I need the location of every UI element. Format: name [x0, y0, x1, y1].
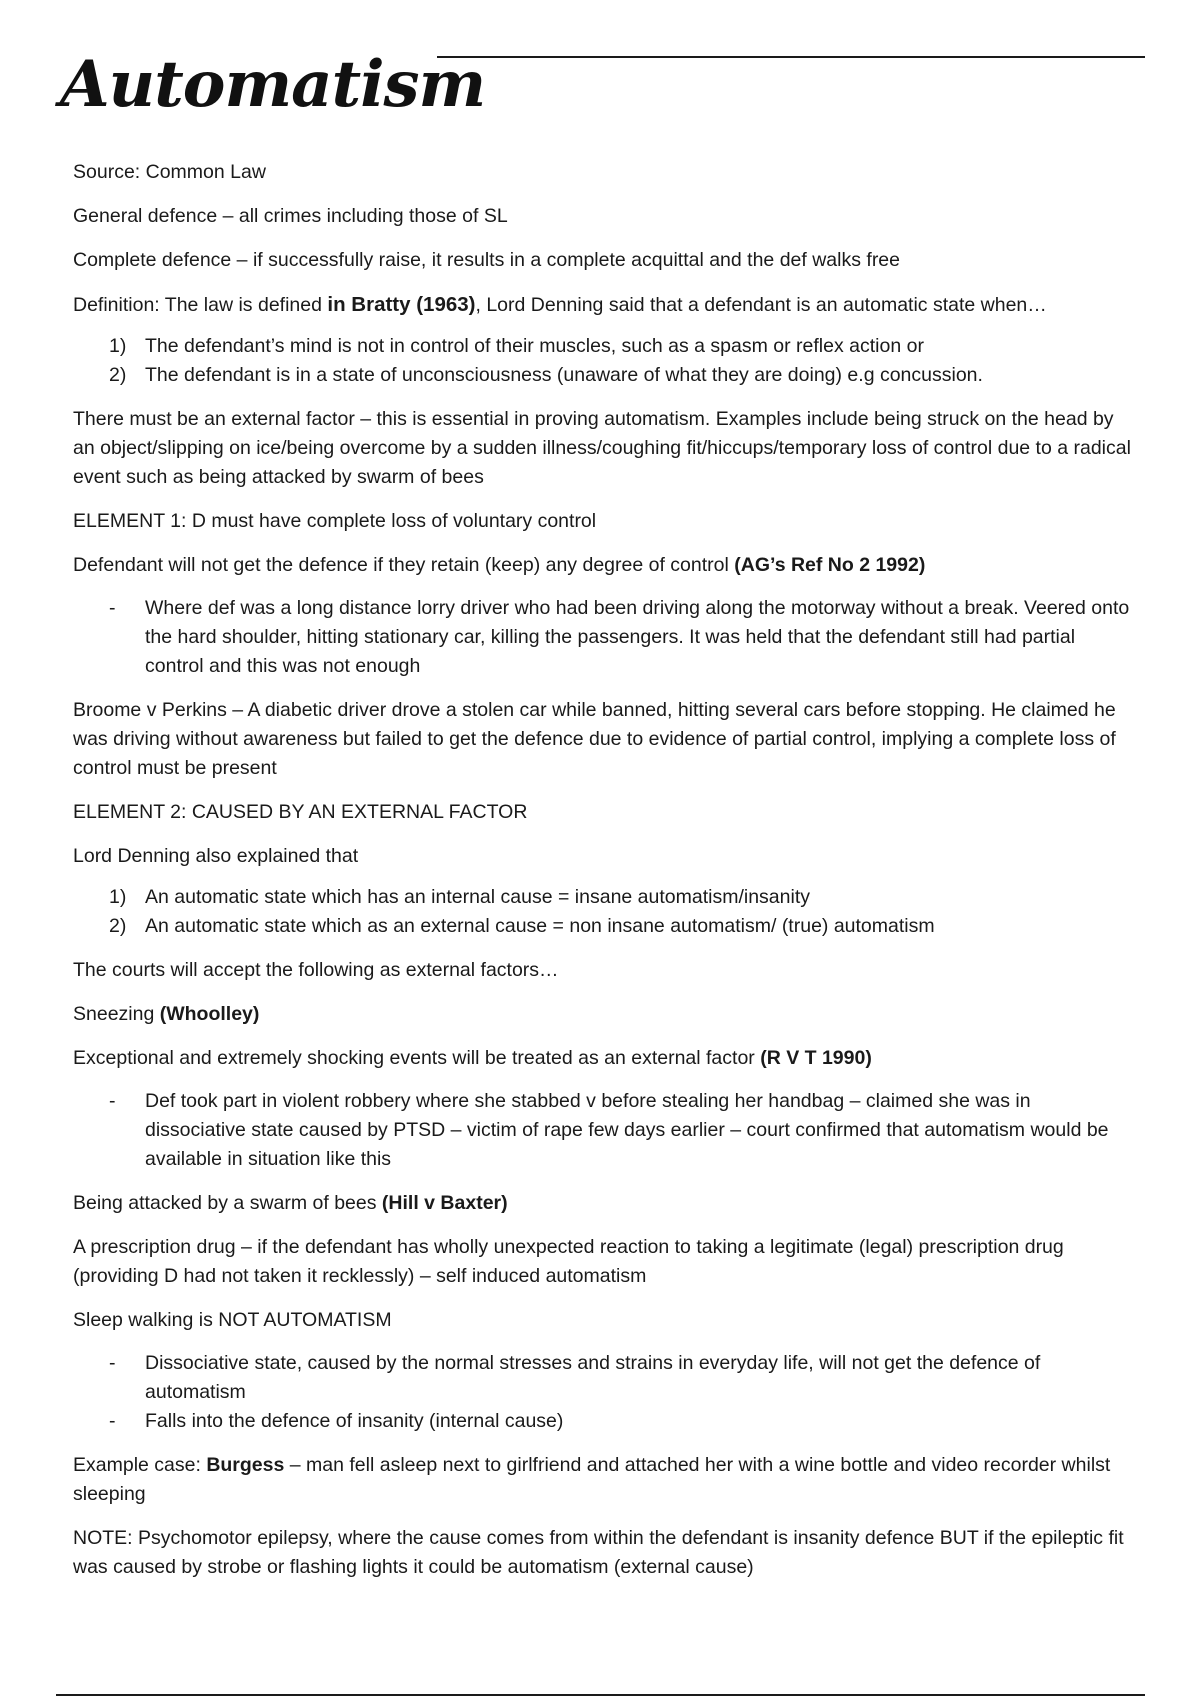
- case-burgess: Burgess: [206, 1454, 285, 1476]
- list-item-text: Dissociative state, caused by the normal stresses and strains in everyday life, will not get the defence of automatism: [145, 1352, 1041, 1403]
- list-item: [73, 883, 1133, 912]
- list-item: [73, 361, 1133, 390]
- list-item: [73, 1407, 1133, 1436]
- bees-text: Being attacked by a swarm of bees: [73, 1192, 382, 1214]
- exceptional-bullets: [73, 1087, 1133, 1174]
- list-item: [73, 332, 1133, 361]
- list-item-text: An automatic state which has an internal cause = insane automatism/insanity: [145, 886, 810, 908]
- list-item: [73, 594, 1133, 681]
- list-marker: 1): [109, 335, 127, 357]
- sneezing-line: [73, 1000, 1133, 1029]
- case-r-v-t: (R V T 1990): [760, 1047, 872, 1069]
- definition-prefix: Definition: The law is defined: [73, 294, 328, 316]
- list-item-text: Where def was a long distance lorry driver who had been driving along the motorway without a break. Veered onto the hard shoulder, hitting stationary car, killing the passengers. It was held that the defendant still had partial control and this was not enough: [145, 597, 1130, 677]
- general-defence-line: General defence – all crimes including those of SL: [73, 205, 508, 227]
- title-rule: [437, 56, 1145, 58]
- denning-list: [73, 883, 1133, 941]
- page-title: Automatism: [60, 47, 486, 122]
- sneezing-text: Sneezing: [73, 1003, 160, 1025]
- denning-paragraph: Lord Denning also explained that: [73, 845, 359, 867]
- case-bratty: in Bratty (1963): [327, 293, 476, 316]
- source-line: Source: Common Law: [73, 161, 266, 183]
- list-marker: 1): [109, 886, 127, 908]
- list-item: [73, 1349, 1133, 1407]
- definition-line: [73, 290, 1133, 320]
- element1-paragraph: [73, 551, 1133, 580]
- list-item-text: The defendant is in a state of unconsciousness (unaware of what they are doing) e.g concussion.: [145, 364, 983, 386]
- case-hill-v-baxter: (Hill v Baxter): [381, 1192, 508, 1214]
- case-ags-ref: (AG’s Ref No 2 1992): [734, 554, 926, 576]
- list-item-text: The defendant’s mind is not in control of their muscles, such as a spasm or reflex action or: [145, 335, 924, 357]
- exceptional-text: Exceptional and extremely shocking events will be treated as an external factor: [73, 1047, 761, 1069]
- list-item: [73, 1087, 1133, 1174]
- case-whoolley: (Whoolley): [159, 1003, 260, 1025]
- prescription-paragraph: A prescription drug – if the defendant has wholly unexpected reaction to taking a legitimate (legal) prescription drug (providing D had not taken it recklessly) – self induced automatism: [73, 1236, 1064, 1287]
- courts-paragraph: The courts will accept the following as external factors…: [73, 959, 559, 981]
- bees-line: [73, 1189, 1133, 1218]
- external-factor-paragraph: There must be an external factor – this is essential in proving automatism. Examples include being struck on the head by an object/slipping on ice/being overcome by a sudden illness/coughing fit/hiccups/temporary loss of control due to a radical event such as being attacked by swarm of bees: [73, 408, 1131, 488]
- list-item-text: Def took part in violent robbery where she stabbed v before stealing her handbag – claimed she was in dissociative state caused by PTSD – victim of rape few days earlier – court confirmed that automatism would be available in situation like this: [145, 1090, 1109, 1170]
- definition-suffix: , Lord Denning said that a defendant is an automatic state when…: [475, 294, 1047, 316]
- list-marker: -: [109, 597, 116, 619]
- definition-list: [73, 332, 1133, 390]
- list-item: [73, 912, 1133, 941]
- list-marker: 2): [109, 915, 127, 937]
- list-marker: -: [109, 1410, 116, 1432]
- document-body: [73, 158, 1133, 1597]
- list-item-text: An automatic state which as an external cause = non insane automatism/ (true) automatism: [145, 915, 935, 937]
- element1-bullets: [73, 594, 1133, 681]
- example-case-paragraph: [73, 1451, 1133, 1509]
- exceptional-line: [73, 1044, 1133, 1073]
- broome-paragraph: Broome v Perkins – A diabetic driver drove a stolen car while banned, hitting several cars before stopping. He claimed he was driving without awareness but failed to get the defence due to evidence of partial control, implying a complete loss of control must be present: [73, 699, 1116, 779]
- list-marker: 2): [109, 364, 127, 386]
- example-suffix: – man fell asleep next to girlfriend and attached her with a wine bottle and video recorder whilst sleeping: [73, 1454, 1111, 1505]
- example-prefix: Example case:: [73, 1454, 207, 1476]
- sleepwalking-bullets: [73, 1349, 1133, 1436]
- bottom-rule: [56, 1694, 1145, 1696]
- element1-heading: ELEMENT 1: D must have complete loss of voluntary control: [73, 510, 597, 532]
- list-marker: -: [109, 1090, 116, 1112]
- complete-defence-line: Complete defence – if successfully raise, it results in a complete acquittal and the def walks free: [73, 249, 900, 271]
- note-paragraph: NOTE: Psychomotor epilepsy, where the cause comes from within the defendant is insanity defence BUT if the epileptic fit was caused by strobe or flashing lights it could be automatism (external cause): [73, 1527, 1124, 1578]
- element2-heading: ELEMENT 2: CAUSED BY AN EXTERNAL FACTOR: [73, 801, 528, 823]
- sleepwalking-heading: Sleep walking is NOT AUTOMATISM: [73, 1309, 392, 1331]
- list-item-text: Falls into the defence of insanity (internal cause): [145, 1410, 564, 1432]
- element1-text: Defendant will not get the defence if they retain (keep) any degree of control: [73, 554, 735, 576]
- list-marker: -: [109, 1352, 116, 1374]
